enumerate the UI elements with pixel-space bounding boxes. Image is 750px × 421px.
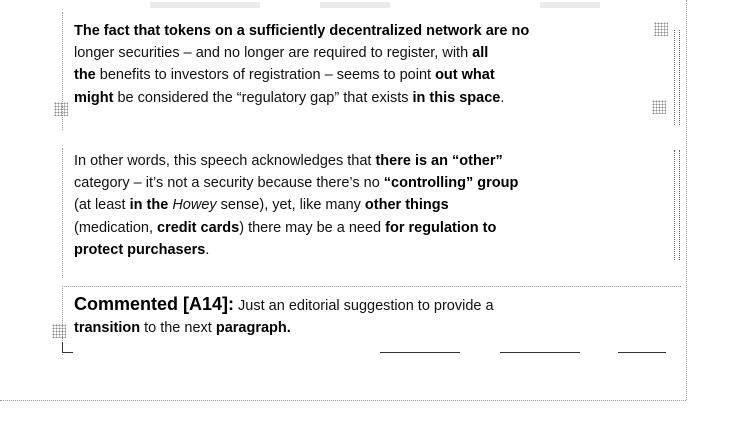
text-run: the bbox=[74, 67, 96, 84]
underline-rule bbox=[380, 352, 460, 353]
comment-text[interactable] bbox=[74, 293, 678, 339]
text-run: in this space bbox=[412, 89, 501, 106]
text-run: (medication, bbox=[74, 219, 158, 236]
text-run: credit cards bbox=[157, 219, 240, 236]
text-run: for regulation to bbox=[385, 219, 497, 236]
text-run: sense), yet, like many bbox=[216, 197, 365, 214]
text-run: “controlling” group bbox=[383, 175, 519, 192]
comment-body: to the next bbox=[140, 320, 216, 336]
comment-anchor-marker bbox=[52, 324, 66, 338]
text-run: longer securities – and no longer are required to register, with bbox=[74, 45, 473, 62]
pane-bottom-border bbox=[0, 400, 686, 401]
comment-body: paragraph. bbox=[215, 320, 291, 336]
text-run: there is an “other” bbox=[375, 153, 503, 169]
comment-author-tag: Commented [A14]: bbox=[74, 294, 235, 314]
underline-rule bbox=[500, 352, 580, 353]
ghost-line bbox=[540, 2, 600, 8]
paragraph-regulatory-gap bbox=[74, 20, 678, 109]
comment-corner-mark bbox=[62, 342, 73, 353]
comment-body: transition bbox=[74, 320, 141, 336]
text-run: all bbox=[472, 45, 489, 62]
text-run: might bbox=[74, 89, 114, 106]
text-run: other things bbox=[364, 197, 449, 214]
text-run: protect purchasers bbox=[74, 241, 206, 258]
text-run: (at least bbox=[74, 197, 130, 214]
text-run: Howey bbox=[172, 197, 217, 214]
text-run: . bbox=[205, 241, 210, 258]
comment-anchor-marker bbox=[54, 102, 68, 116]
text-run: . bbox=[500, 89, 505, 106]
pane-right-border bbox=[686, 0, 687, 400]
paragraph-other-category bbox=[74, 150, 678, 261]
ghost-line bbox=[150, 2, 260, 8]
text-run: benefits to investors of registration – seems to point bbox=[95, 67, 436, 84]
comment-body: Just an editorial suggestion to provide a bbox=[234, 298, 494, 314]
text-run: out what bbox=[435, 67, 495, 84]
text-run: In other words, this speech acknowledges that bbox=[74, 153, 376, 169]
ghost-line bbox=[320, 2, 390, 8]
text-run: category – it’s not a security because there’s no bbox=[74, 175, 384, 192]
text-run: ) there may be a need bbox=[239, 219, 386, 236]
text-run: in the bbox=[129, 197, 173, 214]
text-run: be considered the “regulatory gap” that exists bbox=[113, 89, 413, 106]
underline-rule bbox=[618, 352, 666, 353]
text-run: The fact that tokens on a sufficiently decentralized network are no bbox=[74, 23, 530, 39]
